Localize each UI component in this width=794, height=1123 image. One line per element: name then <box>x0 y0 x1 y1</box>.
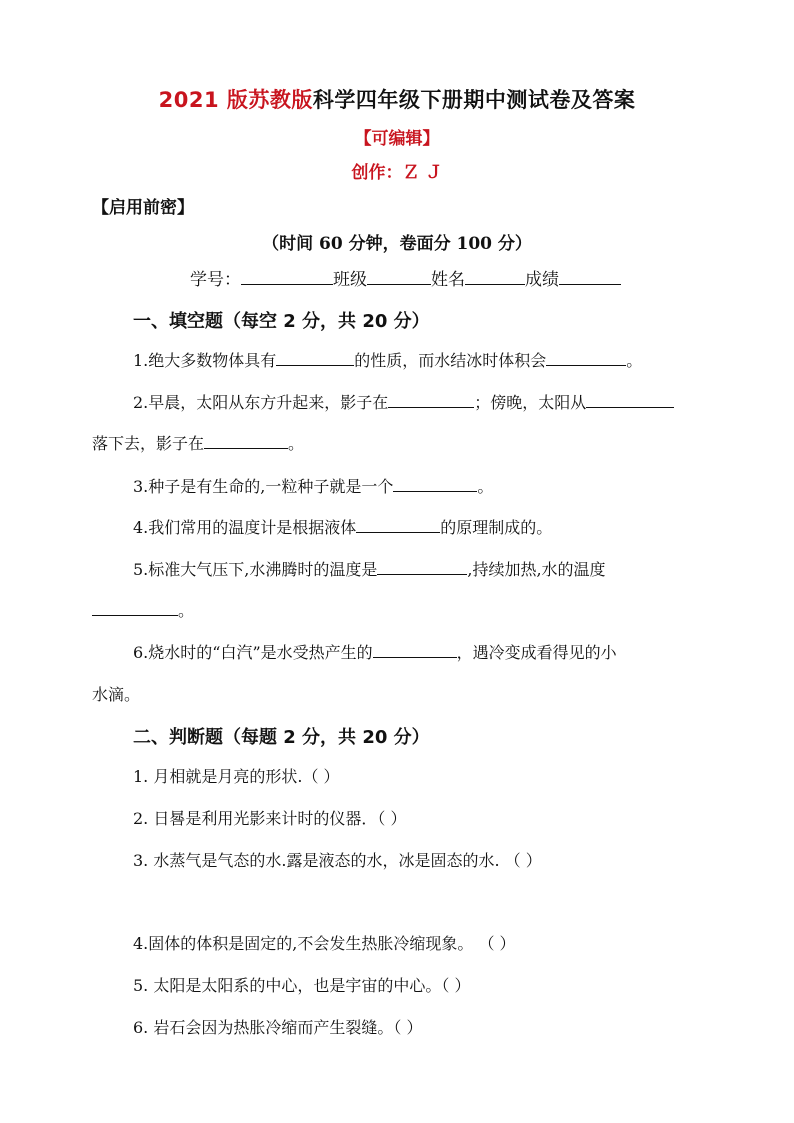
name-blank[interactable] <box>465 268 525 285</box>
q2-blank-3[interactable] <box>204 432 288 449</box>
tf-question-6[interactable]: 6. 岩石会因为热胀冷缩而产生裂缝。（ ） <box>133 1018 423 1037</box>
q5-blank-2[interactable] <box>92 599 178 616</box>
q3-blank-1[interactable] <box>393 475 477 492</box>
page-title <box>0 84 794 114</box>
q2-text-c: 落下去，影子在 <box>92 434 205 453</box>
q2-blank-1[interactable] <box>388 391 474 408</box>
q4-text-b: 的原理制成的。 <box>440 518 553 537</box>
q6-blank-1[interactable] <box>373 641 457 658</box>
student-info-line <box>190 265 621 290</box>
fill-question-6 <box>133 640 617 663</box>
fill-question-1 <box>133 348 642 371</box>
q5-blank-1[interactable] <box>377 558 467 575</box>
fill-question-4 <box>133 515 552 538</box>
fill-question-3 <box>133 474 493 497</box>
tf-question-3[interactable]: 3. 水蒸气是气态的水.露是液态的水，冰是固态的水. （ ） <box>133 851 542 870</box>
tf-question-1[interactable]: 1. 月相就是月亮的形状.（ ） <box>133 767 340 786</box>
time-info: （时间 60 分钟，卷面分 100 分） <box>262 234 532 254</box>
q5-text-a: 5.标准大气压下,水沸腾时的温度是 <box>133 560 378 579</box>
score-blank[interactable] <box>559 268 621 285</box>
q1-text-a: 1.绝大多数物体具有 <box>133 351 277 370</box>
q3-text-b: 。 <box>477 477 494 496</box>
q2-text-b: ；傍晚，太阳从 <box>474 393 587 412</box>
class-label: 班级 <box>333 270 367 290</box>
student-id-label: 学号： <box>190 270 241 290</box>
q4-text-a: 4.我们常用的温度计是根据液体 <box>133 518 357 537</box>
q2-blank-2[interactable] <box>586 391 674 408</box>
q3-text-a: 3.种子是有生命的,一粒种子就是一个 <box>133 477 394 496</box>
q6-text-b: ，遇冷变成看得见的小 <box>456 643 617 662</box>
title-main: 科学四年级下册期中测试卷及答案 <box>312 88 636 112</box>
student-id-blank[interactable] <box>241 268 333 285</box>
q2-text-a: 2.早晨，太阳从东方升起来，影子在 <box>133 393 389 412</box>
q1-text-b: 的性质，而水结冰时体积会 <box>354 351 547 370</box>
q1-text-c: 。 <box>626 351 643 370</box>
q5-text-c: 。 <box>178 601 195 620</box>
tf-question-2[interactable]: 2. 日晷是利用光影来计时的仪器．（ ） <box>133 809 407 828</box>
q2-text-d: 。 <box>288 434 305 453</box>
tf-question-4[interactable]: 4.固体的体积是固定的,不会发生热胀冷缩现象。 （ ） <box>133 934 516 953</box>
title-edition: 2021 版苏教版 <box>158 88 313 112</box>
q4-blank-1[interactable] <box>356 516 440 533</box>
q6-text-a: 6.烧水时的“白汽”是水受热产生的 <box>133 643 373 662</box>
score-label: 成绩 <box>525 270 559 290</box>
tf-question-5[interactable]: 5. 太阳是太阳系的中心，也是宇宙的中心。（ ） <box>133 976 471 995</box>
q1-blank-1[interactable] <box>276 349 354 366</box>
class-blank[interactable] <box>367 268 431 285</box>
section-fill-blank-title: 一、填空题（每空 2 分，共 20 分） <box>133 311 430 332</box>
q1-blank-2[interactable] <box>546 349 626 366</box>
q5-text-b: ,持续加热,水的温度 <box>467 560 606 579</box>
secret-label: 【启用前密】 <box>92 198 194 218</box>
fill-question-5 <box>133 557 606 580</box>
name-label: 姓名 <box>431 270 465 290</box>
section-true-false-title: 二、判断题（每题 2 分，共 20 分） <box>133 727 430 748</box>
editable-label: 【可编辑】 <box>354 129 440 149</box>
fill-question-5-cont <box>92 598 194 621</box>
fill-question-2-cont <box>92 431 304 454</box>
author-label: 创作：Ｚ Ｊ <box>351 163 443 183</box>
fill-question-6-cont: 水滴。 <box>92 685 141 704</box>
fill-question-2 <box>133 390 674 413</box>
